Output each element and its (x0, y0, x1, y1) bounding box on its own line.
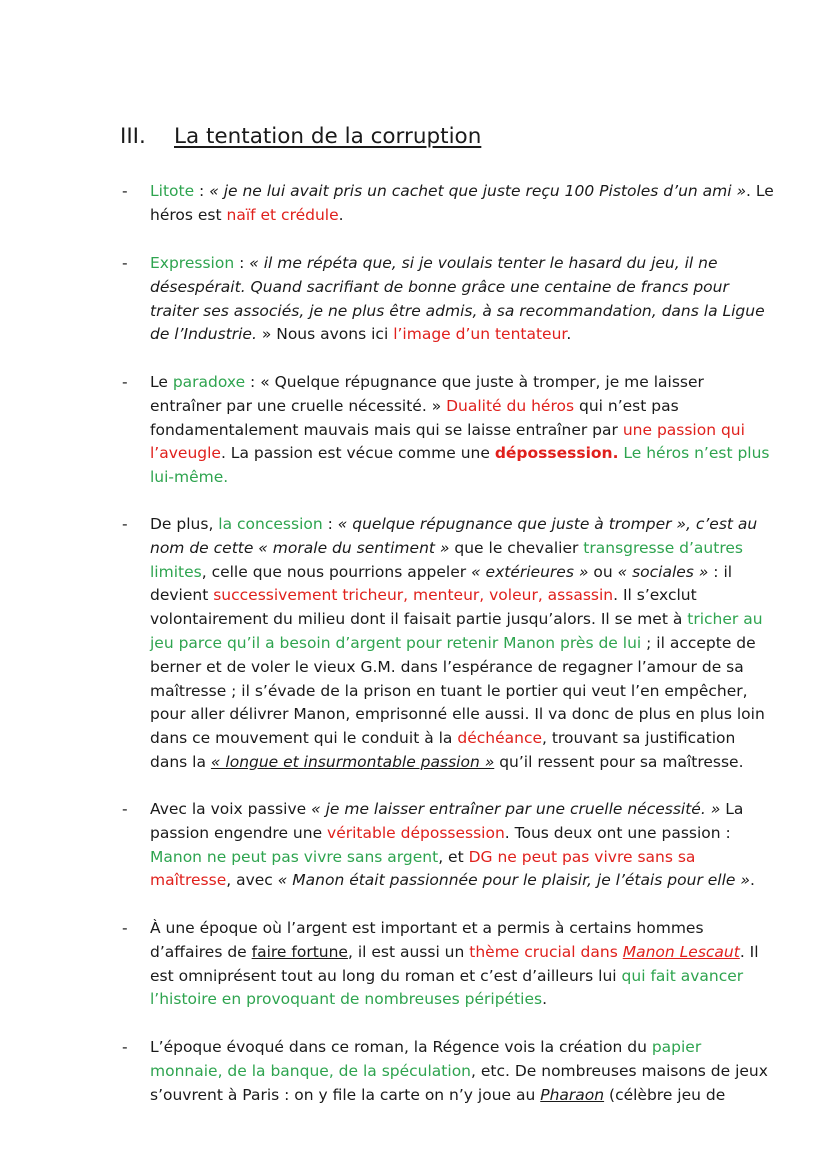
term-paradoxe: paradoxe (172, 373, 246, 391)
section-title: La tentation de la corruption (174, 124, 482, 149)
bullet-dash: - (122, 515, 128, 533)
bullet-text: Litote : « je ne lui avait pris un cachet que juste reçu 100 Pistoles d’un ami ». Le héros est naïf et crédule. (150, 182, 774, 224)
bullet-dash: - (122, 182, 128, 200)
term-litote: Litote (150, 182, 195, 200)
quote: « je ne lui avait pris un cachet que juste reçu 100 Pistoles d’un ami » (209, 182, 747, 200)
bullet-text: De plus, la concession : « quelque répugnance que juste à tromper », c’est au nom de cette « morale du sentiment » que le chevalier transgresse d’autres limites, celle que nous pourrions appeler « extérieures » ou « sociales » : il devient successivement tricheur, menteur, voleur, assassin. Il s’exclut volontairement du milieu dont il faisait partie jusqu’alors. Il se met à tricher au jeu parce qu’il a besoin d’argent pour retenir Manon près de lui ; il accepte de berner et de voler le vieux G.M. dans l’espérance de regagner l’amour de sa maîtresse ; il s’évade de la prison en tuant le portier qui veut l’en empêcher, pour aller délivrer Manon, emprisonné elle aussi. Il va donc de plus en plus loin dans ce mouvement qui le conduit à la déchéance, trouvant sa justification dans la « longue et insurmontable passion » qu’il ressent pour sa maîtresse. (150, 515, 765, 771)
term-expression: Expression (150, 254, 235, 272)
highlight-red: l’image d’un tentateur (393, 325, 567, 344)
game-name: Pharaon (540, 1085, 605, 1104)
underlined-quote: « longue et insurmontable passion » (210, 752, 495, 771)
bullet-dash: - (122, 800, 128, 818)
bullet-dash: - (122, 254, 128, 272)
bullet-dash: - (122, 1038, 128, 1056)
highlight-bold: dépossession. (494, 444, 619, 463)
bullet-text: À une époque où l’argent est important et a permis à certains hommes d’affaires de faire fortune, il est aussi un thème crucial dans Manon Lescaut. Il est omniprésent tout au long du roman et c’est d’ailleurs lui qui fait avancer l’histoire en provoquant de nombreuses péripéties. (150, 919, 759, 1009)
section-number: III. (120, 124, 146, 149)
bullet-dash: - (122, 373, 128, 391)
section-heading (120, 124, 481, 149)
bullet-text: Expression : « il me répéta que, si je voulais tenter le hasard du jeu, il ne désespérait. Quand sacrifiant de bonne grâce une centaine de francs pour traiter ses associés, je ne plus être admis, à sa recommandation, dans la Ligue de l’Industrie. » Nous avons ici l’image d’un tentateur. (150, 254, 765, 344)
term-concession: la concession (218, 515, 323, 533)
bullet-text: Avec la voix passive « je me laisser entraîner par une cruelle nécessité. » La passion engendre une véritable dépossession. Tous deux ont une passion : Manon ne peut pas vivre sans argent, et DG ne peut pas vivre sans sa maîtresse, avec « Manon était passionnée pour le plaisir, je l’étais pour elle ». (150, 800, 755, 890)
bullet-text: L’époque évoqué dans ce roman, la Régence vois la création du papier monnaie, de la banque, de la spéculation, etc. De nombreuses maisons de jeux s’ouvrent à Paris : on y file la carte on n’y joue au Pharaon (célèbre jeu de (150, 1038, 768, 1104)
highlight-red: naïf et crédule (226, 205, 339, 224)
book-title: Manon Lescaut (622, 942, 740, 961)
bullet-text: Le paradoxe : « Quelque répugnance que juste à tromper, je me laisser entraîner par une cruelle nécessité. » Dualité du héros qui n’est pas fondamentalement mauvais mais qui se laisse entraîner par une passion qui l’aveugle. La passion est vécue comme une dépossession. Le héros n’est plus lui-même. (150, 373, 770, 487)
bullet-dash: - (122, 919, 128, 937)
